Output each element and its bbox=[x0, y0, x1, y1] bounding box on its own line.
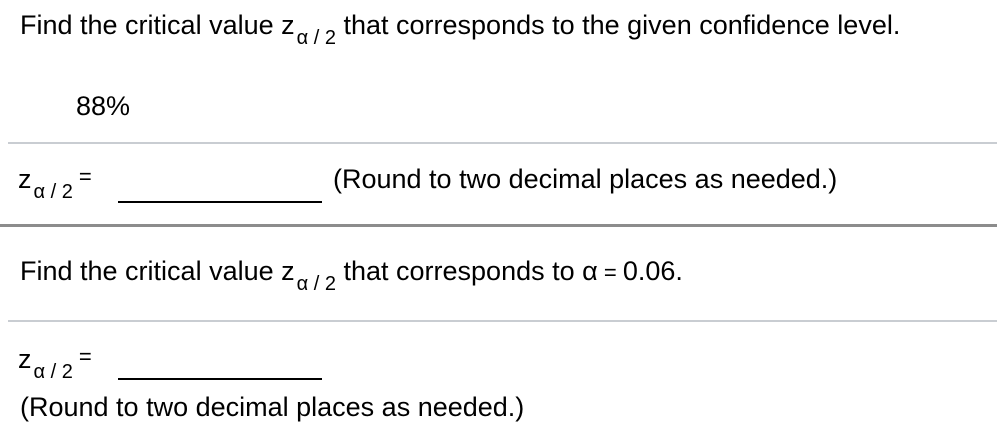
equals-sign: = bbox=[597, 260, 623, 285]
alpha-half-subscript: α / 2 bbox=[296, 27, 336, 49]
divider bbox=[8, 142, 997, 144]
question2-prompt-mid: that corresponds to bbox=[335, 256, 583, 286]
equals-sign: = bbox=[78, 344, 92, 369]
confidence-level: 88% bbox=[76, 91, 131, 121]
alpha-symbol: α bbox=[582, 256, 598, 286]
alpha-half-subscript: α / 2 bbox=[296, 273, 336, 295]
alpha-half-subscript: α / 2 bbox=[33, 181, 73, 203]
question2-prompt bbox=[20, 256, 683, 295]
question1-prompt-before: Find the critical value bbox=[20, 10, 282, 40]
answer-label-2 bbox=[18, 344, 92, 383]
alpha-value: 0.06. bbox=[622, 256, 683, 286]
z-symbol: z bbox=[281, 10, 295, 40]
question1-prompt bbox=[20, 10, 901, 49]
z-symbol: z bbox=[281, 256, 295, 286]
question2-prompt-before: Find the critical value bbox=[20, 256, 282, 286]
rounding-hint-1: (Round to two decimal places as needed.) bbox=[333, 164, 838, 194]
z-symbol: z bbox=[18, 344, 32, 374]
question1-prompt-after: that corresponds to the given confidence level. bbox=[335, 10, 901, 40]
section-divider bbox=[0, 224, 997, 227]
equals-sign: = bbox=[78, 164, 92, 189]
answer-input-2[interactable] bbox=[118, 378, 322, 380]
alpha-half-subscript: α / 2 bbox=[33, 361, 73, 383]
answer-label-1 bbox=[18, 164, 92, 203]
rounding-hint-2: (Round to two decimal places as needed.) bbox=[20, 392, 525, 422]
answer-input-1[interactable] bbox=[118, 201, 322, 203]
divider bbox=[8, 320, 997, 322]
z-symbol: z bbox=[18, 164, 32, 194]
